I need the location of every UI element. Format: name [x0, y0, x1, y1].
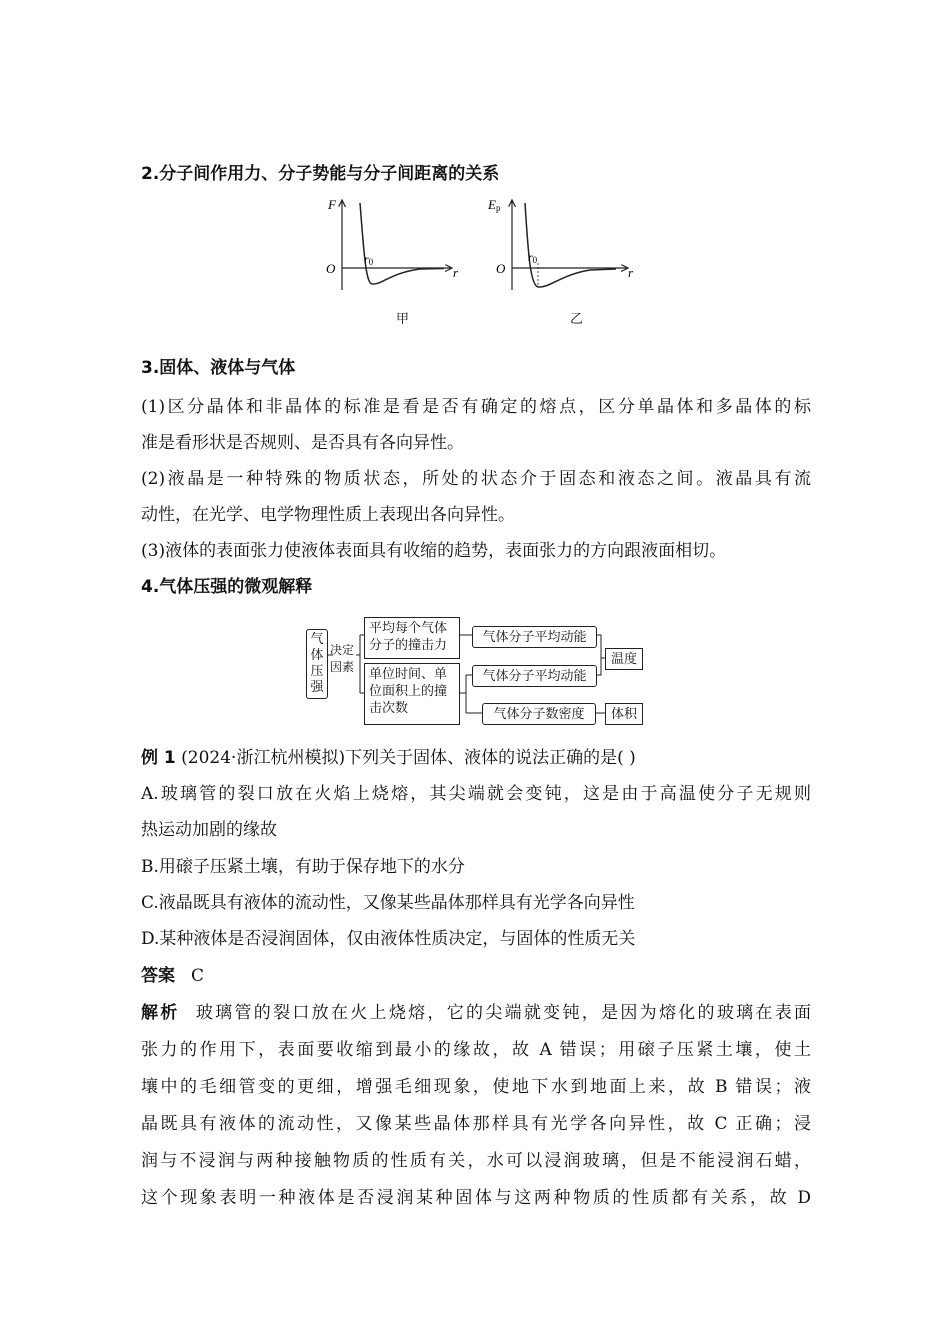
force-origin-label: O — [326, 261, 336, 276]
option-d: D.某种液体是否浸润固体，仅由液体性质决定，与固体的性质无关 — [141, 929, 636, 949]
potential-curve — [525, 203, 616, 287]
force-potential-graphs — [320, 195, 640, 300]
graph-caption-left: 甲 — [396, 312, 410, 327]
analysis-line3: 壤中的毛细管变的更细，增强毛细现象，使地下水到地面上来，故 B 错误；液 — [141, 1077, 811, 1097]
branch1-box: 平均每个气体分子的撞击力 — [364, 617, 460, 659]
decisive-factor-label: 决定因素 — [330, 643, 355, 674]
potential-origin-label: O — [496, 261, 506, 276]
example-label: 例 1 — [141, 748, 176, 768]
section-3-heading: 3.固体、液体与气体 — [141, 358, 296, 378]
force-y-label: F — [328, 197, 336, 212]
temperature-box: 温度 — [605, 648, 643, 670]
force-x-label: r — [453, 265, 459, 280]
analysis-line1: 解析 玻璃管的裂口放在火上烧熔，它的尖端就变钝，是因为熔化的玻璃在表面 — [141, 1003, 812, 1023]
analysis-line6: 这个现象表明一种液体是否浸润某种固体与这两种物质的性质都有关系，故 D — [141, 1188, 811, 1208]
gas-pressure-box: 气体压强 — [306, 629, 328, 699]
potential-x-label: r — [628, 265, 634, 280]
option-b: B.用磙子压紧土壤，有助于保存地下的水分 — [141, 857, 465, 877]
analysis-line5: 润与不浸润与两种接触物质的性质有关，水可以浸润玻璃，但是不能浸润石蜡， — [141, 1151, 811, 1171]
example-question: 例 1 (2024·浙江杭州模拟)下列关于固体、液体的说法正确的是( ) — [141, 748, 636, 768]
analysis-line2: 张力的作用下，表面要收缩到最小的缘故，故 A 错误；用磙子压紧土壤，使土 — [141, 1040, 811, 1060]
answer-line — [141, 964, 204, 988]
avg-ke-box-1: 气体分子平均动能 — [472, 626, 597, 648]
section-4-heading: 4.气体压强的微观解释 — [141, 577, 313, 597]
option-a-line2: 热运动加剧的缘故 — [141, 820, 277, 840]
branch2-box: 单位时间、单位面积上的撞击次数 — [364, 663, 460, 725]
section-3-p2-line1: (2)液晶是一种特殊的物质状态，所处的状态介于固态和液态之间。液晶具有流 — [141, 469, 811, 489]
potential-r0-label: r0 — [528, 250, 538, 265]
force-curve — [360, 203, 444, 284]
avg-ke-box-2: 气体分子平均动能 — [472, 665, 597, 687]
graph-caption-right: 乙 — [570, 312, 584, 327]
answer-label: 答案 — [141, 966, 175, 986]
analysis-label: 解析 — [141, 1003, 180, 1023]
option-a-line1: A.玻璃管的裂口放在火焰上烧熔，其尖端就会变钝，这是由于高温使分子无规则 — [141, 784, 811, 804]
section-2-heading: 2.分子间作用力、分子势能与分子间距离的关系 — [141, 164, 500, 184]
answer-value: C — [191, 966, 205, 986]
force-r0-label: r0 — [364, 252, 374, 267]
force-graph — [326, 197, 459, 290]
section-3-p1-line2: 准是看形状是否规则、是否具有各向异性。 — [141, 433, 464, 453]
volume-box: 体积 — [605, 703, 643, 725]
section-3-p2-line2: 动性，在光学、电学物理性质上表现出各向异性。 — [141, 505, 515, 525]
density-box: 气体分子数密度 — [482, 703, 596, 725]
analysis-line4: 晶既具有液体的流动性，又像某些晶体那样具有光学各向异性，故 C 正确；浸 — [141, 1114, 811, 1134]
section-3-p1-line1: (1)区分晶体和非晶体的标准是看是否有确定的熔点，区分单晶体和多晶体的标 — [141, 397, 811, 417]
potential-y-label: Ep — [488, 197, 501, 213]
section-3-p3: (3)液体的表面张力使液体表面具有收缩的趋势，表面张力的方向跟液面相切。 — [141, 541, 727, 561]
option-c: C.液晶既具有液体的流动性，又像某些晶体那样具有光学各向异性 — [141, 893, 635, 913]
potential-graph — [487, 197, 634, 290]
